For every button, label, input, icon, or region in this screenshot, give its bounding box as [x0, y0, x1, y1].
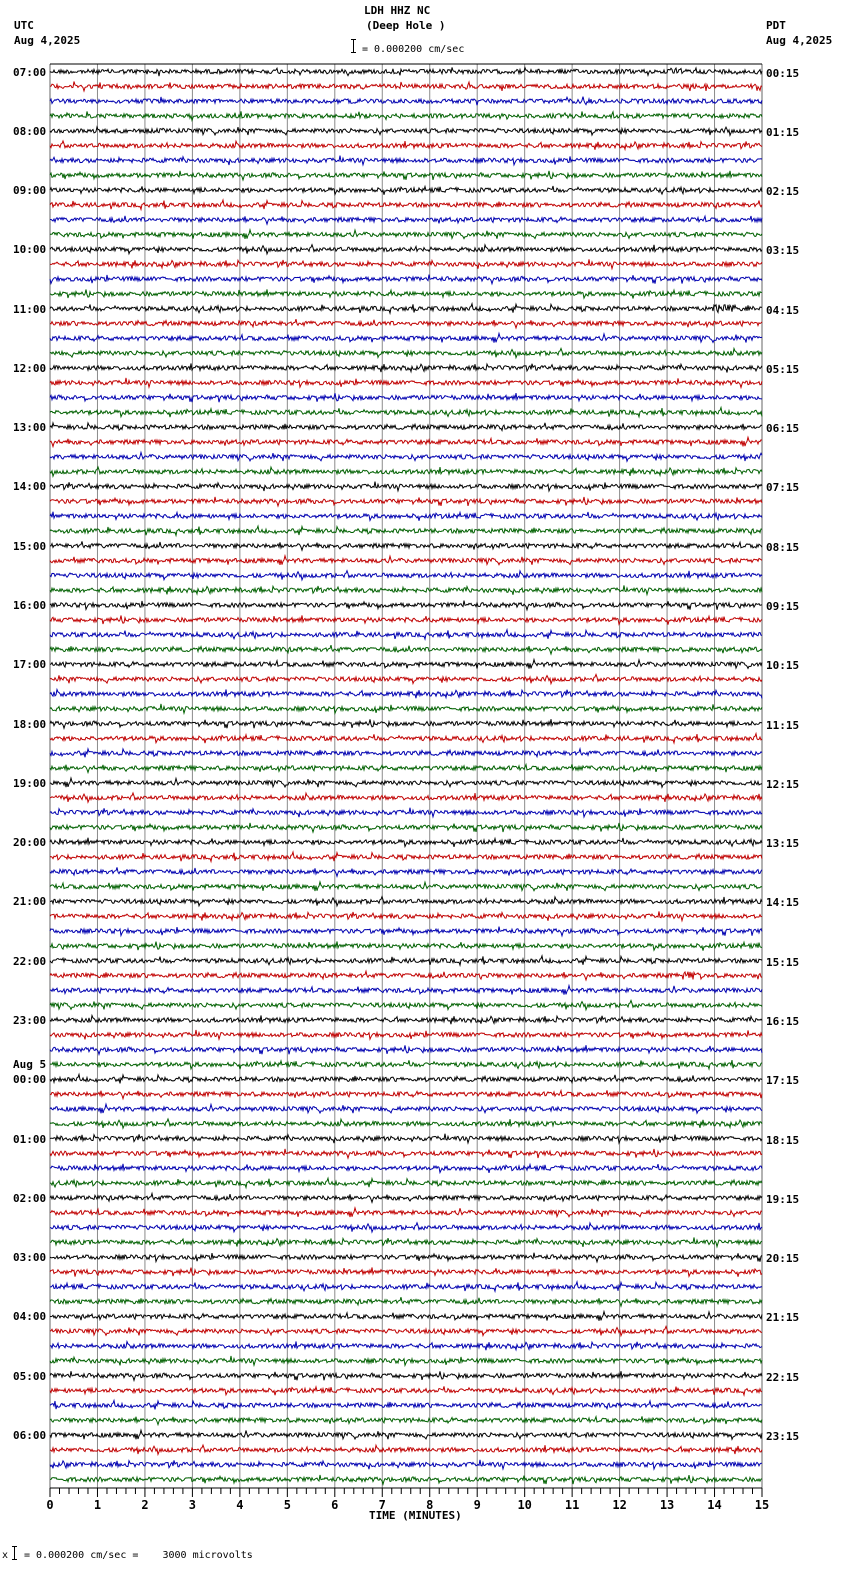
seismic-trace — [50, 348, 762, 357]
x-tick-label: 8 — [426, 1498, 434, 1512]
seismic-trace — [50, 882, 762, 891]
utc-hour-label: 17:00 — [13, 658, 47, 672]
seismic-trace — [50, 111, 762, 120]
seismic-trace — [50, 334, 762, 343]
seismic-trace — [50, 378, 762, 388]
utc-hour-label: 18:00 — [13, 717, 47, 731]
seismic-trace — [50, 911, 762, 920]
seismic-trace — [50, 259, 762, 268]
pdt-hour-label: 17:15 — [766, 1074, 800, 1088]
seismic-trace — [50, 67, 762, 76]
seismic-trace — [50, 1282, 762, 1291]
seismic-trace — [50, 127, 762, 135]
pdt-hour-label: 12:15 — [766, 777, 800, 791]
seismic-trace — [50, 764, 762, 772]
seismic-trace — [50, 452, 762, 461]
pdt-hour-label: 09:15 — [766, 600, 800, 614]
seismic-trace — [50, 482, 762, 491]
seismic-trace — [50, 467, 762, 476]
pdt-hour-label: 15:15 — [766, 955, 800, 969]
seismic-trace — [50, 645, 762, 654]
footer-scale-text: = 0.000200 cm/sec = 3000 microvolts — [24, 1550, 253, 1561]
seismic-trace — [50, 867, 762, 876]
seismic-trace — [50, 808, 762, 817]
seismic-trace — [50, 497, 762, 506]
x-tick-label: 3 — [188, 1498, 197, 1512]
utc-hour-label: 09:00 — [13, 184, 47, 198]
pdt-hour-label: 14:15 — [766, 896, 800, 910]
seismic-trace — [50, 778, 762, 787]
x-tick-label: 6 — [331, 1498, 339, 1512]
seismic-trace — [50, 630, 762, 639]
utc-hour-label: 05:00 — [13, 1369, 47, 1383]
pdt-hour-label: 23:15 — [766, 1429, 800, 1443]
pdt-hour-label: 19:15 — [766, 1192, 800, 1206]
utc-hour-label: 19:00 — [13, 776, 47, 790]
pdt-hour-label: 16:15 — [766, 1014, 800, 1028]
seismic-trace — [50, 823, 762, 832]
pdt-hour-label: 10:15 — [766, 659, 800, 673]
seismic-trace — [50, 245, 762, 254]
seismic-trace — [50, 363, 762, 372]
x-tick-label: 14 — [707, 1498, 722, 1512]
seismic-trace — [50, 171, 762, 180]
seismic-trace — [50, 971, 762, 980]
x-tick-label: 5 — [283, 1498, 291, 1512]
seismic-trace — [50, 556, 762, 565]
seismic-trace — [50, 660, 762, 669]
utc-hour-label: 11:00 — [13, 302, 47, 316]
seismic-trace — [50, 200, 762, 209]
seismic-trace — [50, 674, 762, 683]
seismic-trace — [50, 97, 762, 106]
seismic-trace — [50, 838, 762, 847]
pdt-hour-label: 00:15 — [766, 66, 800, 80]
seismic-trace — [50, 942, 762, 951]
seismic-trace — [50, 1371, 762, 1380]
seismic-trace — [50, 1194, 762, 1203]
utc-hour-label: 01:00 — [13, 1132, 47, 1146]
seismic-trace — [50, 1223, 762, 1232]
utc-hour-label: 22:00 — [13, 954, 47, 968]
footer-scale-bar-icon — [12, 1546, 17, 1560]
seismic-trace — [50, 526, 762, 535]
utc-hour-label: 04:00 — [13, 1310, 47, 1324]
seismic-trace — [50, 1253, 762, 1262]
seismic-trace — [50, 719, 762, 728]
date-change-label: Aug 5 — [13, 1058, 47, 1072]
seismic-trace — [50, 230, 762, 239]
seismic-trace — [50, 1104, 762, 1113]
seismic-trace — [50, 601, 762, 610]
seismic-trace — [50, 275, 762, 284]
seismic-trace — [50, 1074, 762, 1083]
right-timezone: PDT — [766, 19, 786, 32]
seismic-trace — [50, 585, 762, 594]
seismic-trace — [50, 956, 762, 965]
station-title: LDH HHZ NC — [364, 4, 431, 17]
seismic-trace — [50, 1460, 762, 1469]
seismic-trace — [50, 1164, 762, 1173]
seismic-trace — [50, 1060, 762, 1069]
pdt-hour-label: 05:15 — [766, 362, 800, 376]
pdt-hour-label: 03:15 — [766, 244, 800, 258]
station-location: (Deep Hole ) — [366, 19, 446, 32]
pdt-hour-label: 02:15 — [766, 185, 800, 199]
x-tick-label: 15 — [754, 1498, 770, 1512]
x-tick-label: 9 — [473, 1498, 481, 1512]
left-timezone: UTC — [14, 19, 34, 32]
seismic-trace — [50, 319, 762, 328]
x-tick-label: 2 — [141, 1498, 149, 1512]
utc-hour-label: 20:00 — [13, 836, 47, 850]
pdt-hour-label: 08:15 — [766, 540, 800, 554]
seismic-trace — [50, 1268, 762, 1277]
seismic-trace — [50, 734, 762, 744]
seismic-trace — [50, 1119, 762, 1128]
seismic-trace — [50, 1090, 762, 1098]
seismic-trace — [50, 141, 762, 150]
seismic-trace — [50, 1445, 762, 1454]
seismic-trace — [50, 986, 762, 995]
seismic-trace — [50, 408, 762, 418]
seismic-trace — [50, 512, 762, 521]
seismic-trace — [50, 852, 762, 861]
pdt-hour-label: 07:15 — [766, 481, 800, 495]
utc-hour-label: 16:00 — [13, 599, 47, 613]
seismic-trace — [50, 1134, 762, 1143]
pdt-hour-label: 13:15 — [766, 837, 800, 851]
pdt-hour-label: 04:15 — [766, 303, 800, 317]
seismic-trace — [50, 615, 762, 624]
seismic-trace — [50, 1401, 762, 1410]
seismic-trace — [50, 1045, 762, 1054]
seismic-trace — [50, 1149, 762, 1158]
x-tick-label: 12 — [612, 1498, 627, 1512]
x-tick-label: 7 — [378, 1498, 386, 1512]
seismic-trace — [50, 1430, 762, 1439]
pdt-hour-label: 06:15 — [766, 422, 800, 436]
x-tick-label: 4 — [236, 1498, 244, 1512]
utc-hour-label: 14:00 — [13, 480, 47, 494]
seismic-trace — [50, 186, 762, 195]
seismic-trace — [50, 541, 762, 550]
seismic-trace — [50, 1356, 762, 1365]
seismic-trace — [50, 1416, 762, 1424]
seismic-trace — [50, 1312, 762, 1321]
seismic-trace — [50, 571, 762, 580]
utc-hour-label: 10:00 — [13, 243, 47, 257]
x-tick-label: 10 — [517, 1498, 532, 1512]
utc-hour-label: 23:00 — [13, 1013, 47, 1027]
utc-hour-label: 07:00 — [13, 65, 47, 79]
seismic-trace — [50, 1001, 762, 1010]
pdt-hour-label: 21:15 — [766, 1311, 800, 1325]
pdt-hour-label: 20:15 — [766, 1252, 800, 1266]
utc-hour-label: 06:00 — [13, 1428, 47, 1442]
pdt-hour-label: 11:15 — [766, 718, 800, 732]
seismic-trace — [50, 749, 762, 757]
seismic-trace — [50, 1030, 762, 1039]
seismic-trace — [50, 423, 762, 431]
utc-hour-label: 12:00 — [13, 361, 47, 375]
pdt-hour-label: 18:15 — [766, 1133, 800, 1147]
seismic-trace — [50, 1238, 762, 1247]
pdt-hour-label: 22:15 — [766, 1370, 800, 1384]
utc-hour-label: 13:00 — [13, 421, 47, 435]
pdt-hour-label: 01:15 — [766, 125, 800, 139]
left-date: Aug 4,2025 — [14, 34, 81, 47]
seismic-trace — [50, 304, 762, 313]
x-tick-label: 11 — [564, 1498, 580, 1512]
utc-hour-label: 15:00 — [13, 539, 47, 553]
seismic-trace — [50, 793, 762, 802]
utc-hour-label: 21:00 — [13, 895, 47, 909]
seismic-trace — [50, 689, 762, 698]
seismic-trace — [50, 1327, 762, 1336]
seismic-trace — [50, 1475, 762, 1484]
seismic-trace — [50, 216, 762, 224]
seismic-trace — [50, 1386, 762, 1395]
seismic-trace — [50, 82, 762, 92]
utc-hour-label: 08:00 — [13, 124, 47, 138]
seismic-trace — [50, 1015, 762, 1024]
footer-marker: x — [2, 1550, 9, 1561]
utc-hour-label: 02:00 — [13, 1191, 47, 1205]
utc-hour-label: 03:00 — [13, 1251, 47, 1265]
x-tick-label: 13 — [659, 1498, 675, 1512]
seismic-trace — [50, 704, 762, 713]
x-tick-label: 0 — [46, 1498, 54, 1512]
utc-hour-label: 00:00 — [13, 1073, 47, 1087]
seismic-trace — [50, 1208, 762, 1217]
seismic-trace — [50, 437, 762, 446]
seismic-trace — [50, 1178, 762, 1187]
scale-text: = 0.000200 cm/sec — [362, 44, 465, 55]
x-tick-label: 1 — [93, 1498, 102, 1512]
seismic-trace — [50, 1342, 762, 1351]
x-axis-title: TIME (MINUTES) — [369, 1509, 462, 1522]
seismic-trace — [50, 897, 762, 906]
seismic-trace — [50, 393, 762, 402]
seismic-trace — [50, 927, 762, 936]
right-date: Aug 4,2025 — [766, 34, 833, 47]
seismic-trace — [50, 1297, 762, 1306]
seismic-trace — [50, 289, 762, 298]
seismic-trace — [50, 156, 762, 165]
